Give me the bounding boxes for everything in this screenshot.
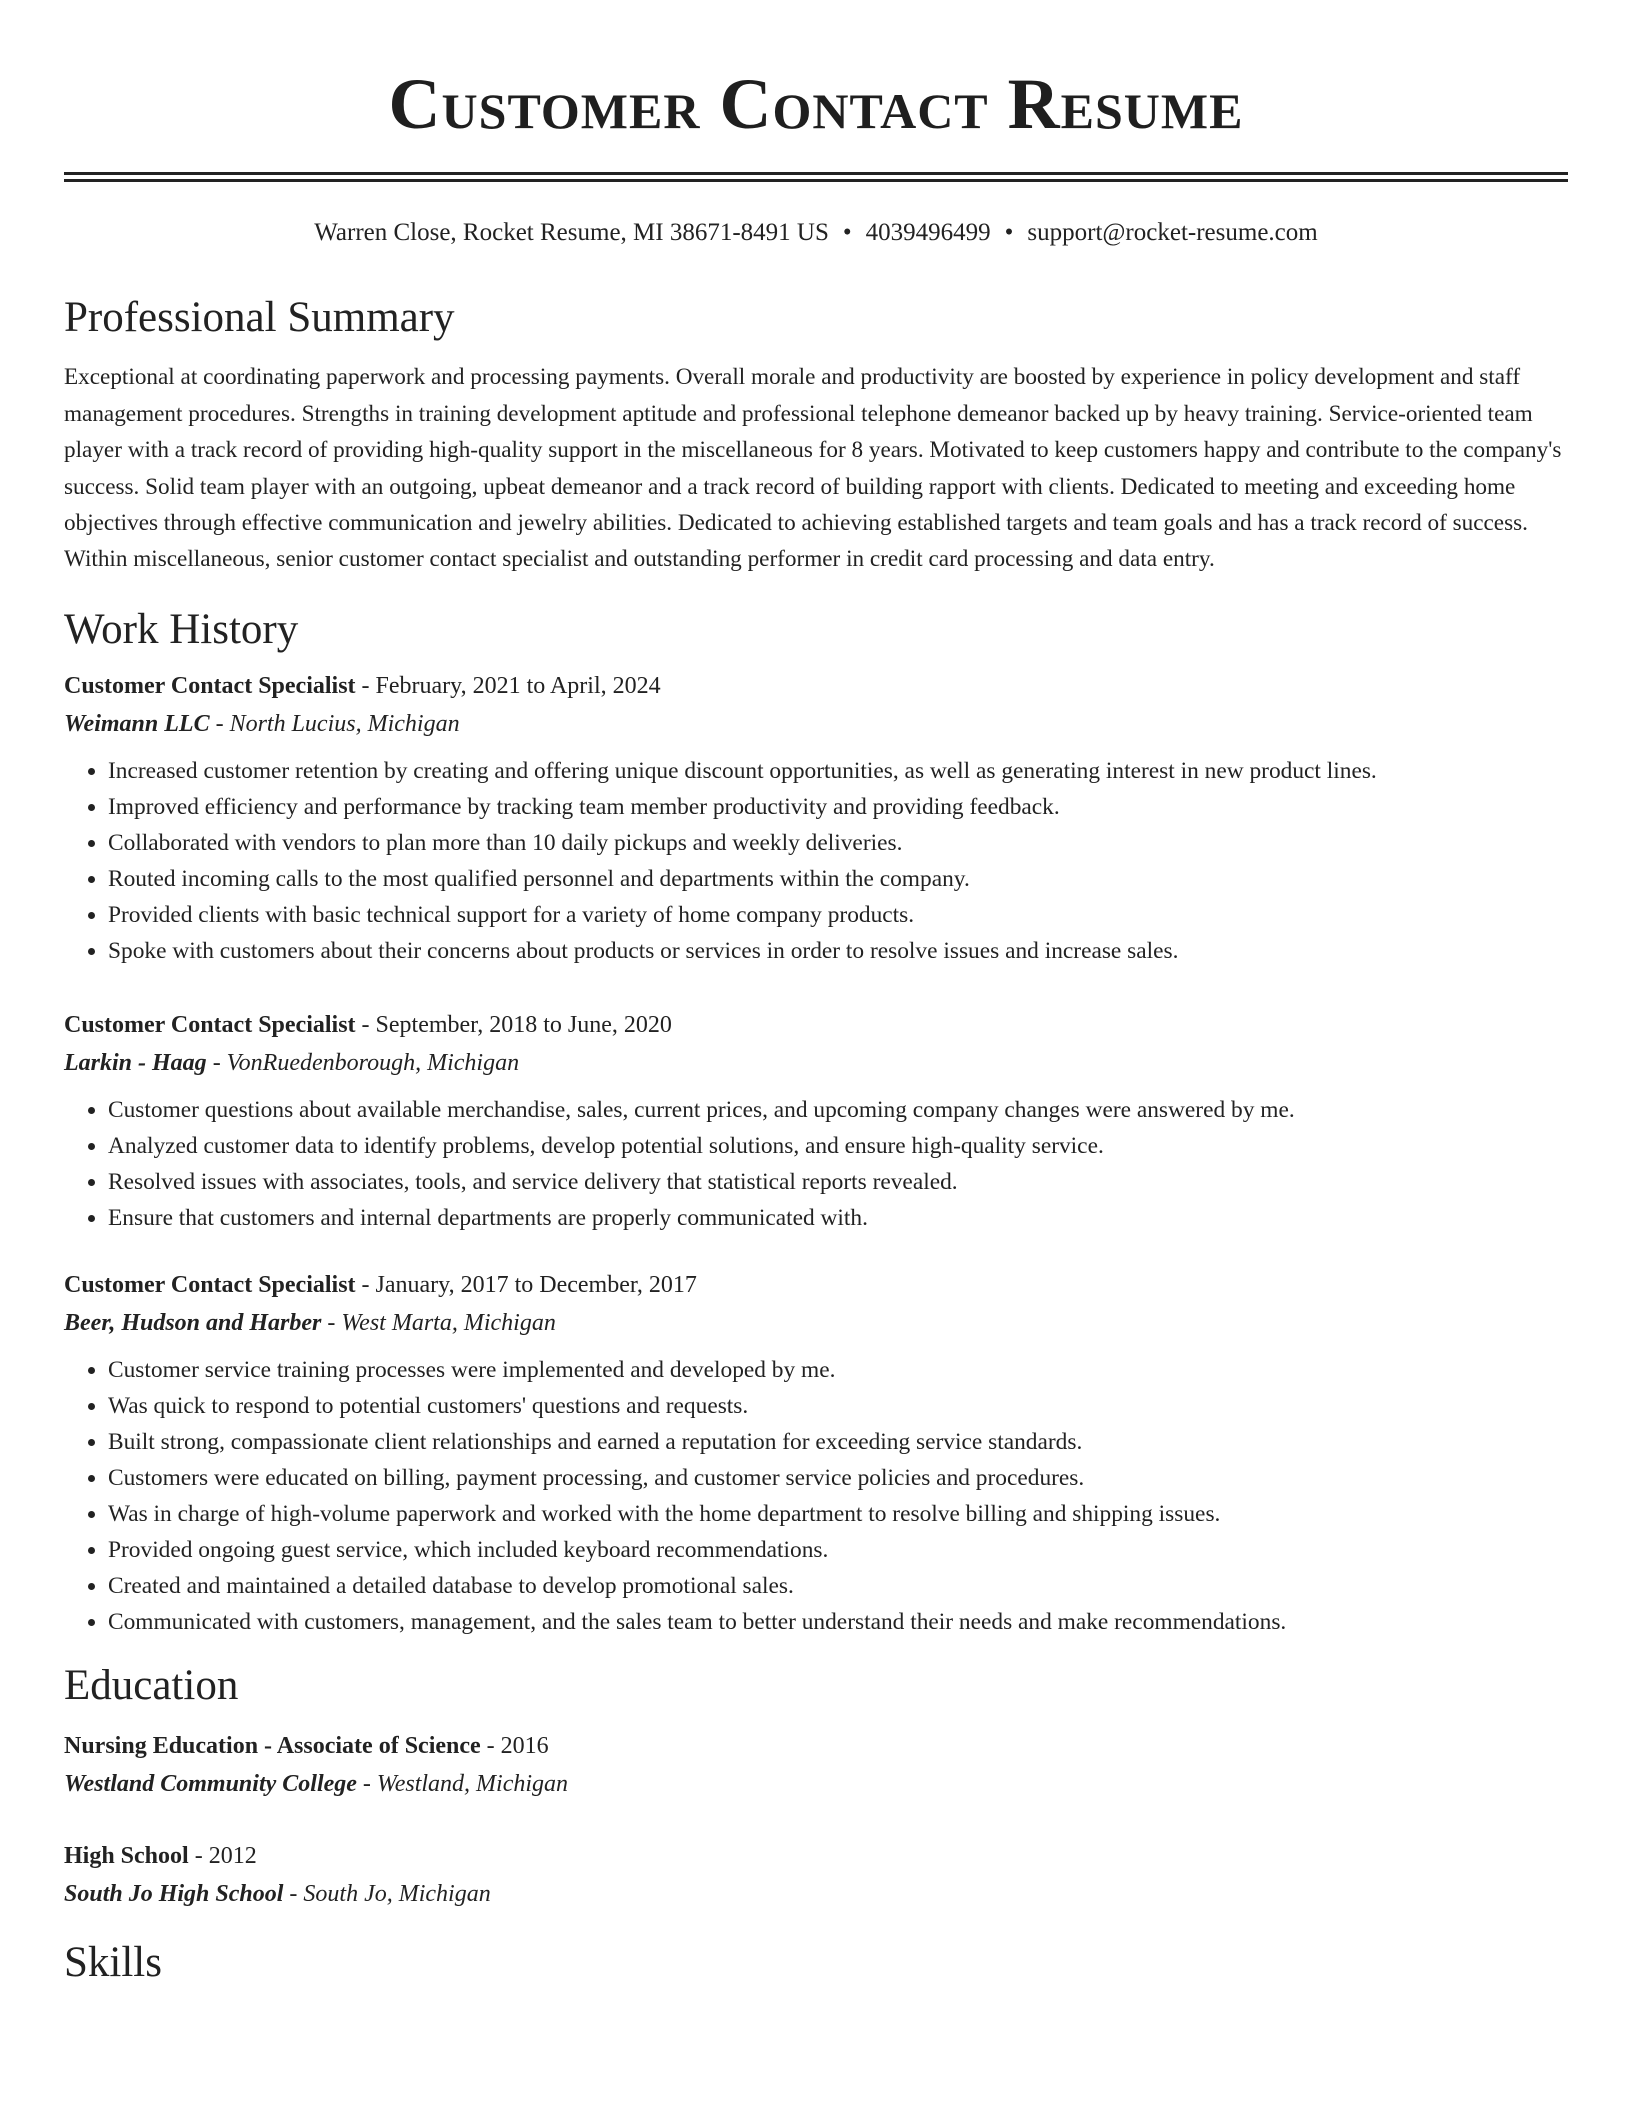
job-entry [64,1266,1568,1640]
job-bullet: • Was quick to respond to potential customers' questions and requests. [108,1388,1568,1424]
company-location: - VonRuedenborough, Michigan [206,1050,520,1077]
job-bullet: • Customer questions about available merchandise, sales, current prices, and upcoming company changes were answered by me. [108,1092,1568,1128]
company-line [64,1044,1568,1082]
company-name: Beer, Hudson and Harber [64,1310,322,1337]
school-name: South Jo High School [64,1881,284,1908]
contact-line [64,218,1568,248]
professional-summary-section [64,294,1568,578]
section-heading-work: Work History [64,605,299,653]
school-name: Westland Community College [64,1771,357,1798]
job-bullet: • Analyzed customer data to identify problems, develop potential solutions, and ensure high-quality service. [108,1128,1568,1164]
degree-year: - 2012 [188,1843,257,1870]
job-bullet: • Increased customer retention by creating and offering unique discount opportunities, as well as generating interest in new product lines. [108,753,1568,789]
job-dates: - January, 2017 to December, 2017 [355,1272,697,1299]
job-bullet: • Communicated with customers, management, and the sales team to better understand their needs and make recommendations. [108,1604,1568,1640]
school-location: - Westland, Michigan [356,1771,569,1798]
company-line [64,1304,1568,1342]
education-entry [64,1727,1568,1803]
degree-line [64,1727,1568,1765]
job-bullets [64,753,1568,969]
job-title-line [64,1006,1568,1044]
job-title: Customer Contact Specialist [64,1272,356,1299]
contact-email: support@rocket-resume.com [1027,219,1318,246]
job-bullet: • Was in charge of high-volume paperwork and worked with the home department to resolve billing and shipping issues. [108,1496,1568,1532]
contact-separator: • [842,219,852,246]
job-bullets [64,1352,1568,1640]
company-name: Weimann LLC [64,711,210,738]
job-bullet: • Resolved issues with associates, tools, and service delivery that statistical reports revealed. [108,1164,1568,1200]
job-bullet: • Collaborated with vendors to plan more than 10 daily pickups and weekly deliveries. [108,825,1568,861]
job-bullet: • Created and maintained a detailed database to develop promotional sales. [108,1568,1568,1604]
job-bullet: • Customer service training processes were implemented and developed by me. [108,1352,1568,1388]
company-location: - West Marta, Michigan [321,1310,556,1337]
degree-year: - 2016 [480,1733,549,1760]
job-title: Customer Contact Specialist [64,1012,356,1039]
company-name: Larkin - Haag [64,1050,207,1077]
job-bullet: • Built strong, compassionate client relationships and earned a reputation for exceeding service standards. [108,1424,1568,1460]
job-title-line [64,1266,1568,1304]
section-heading-summary: Professional Summary [64,294,455,341]
job-bullet: • Provided clients with basic technical support for a variety of home company products. [108,897,1568,933]
job-entry [64,667,1568,969]
skills-section [64,1939,1568,1986]
work-history-section [64,606,1568,1640]
company-line [64,705,1568,743]
education-entry [64,1837,1568,1913]
degree-line [64,1837,1568,1875]
job-bullet: • Customers were educated on billing, payment processing, and customer service policies and procedures. [108,1460,1568,1496]
degree-name: Nursing Education - Associate of Science [64,1733,481,1760]
school-line [64,1765,1568,1803]
job-dates: - September, 2018 to June, 2020 [355,1012,672,1039]
degree-name: High School [64,1843,189,1870]
education-section [64,1662,1568,1913]
job-bullet: • Provided ongoing guest service, which included keyboard recommendations. [108,1532,1568,1568]
contact-separator: • [1004,219,1014,246]
school-location: - South Jo, Michigan [283,1881,491,1908]
job-title: Customer Contact Specialist [64,673,356,700]
job-bullet: • Routed incoming calls to the most qualified personnel and departments within the company. [108,861,1568,897]
job-dates: - February, 2021 to April, 2024 [355,673,661,700]
job-entry [64,1006,1568,1236]
resume-title: Customer Contact Resume [388,64,1244,144]
company-location: - North Lucius, Michigan [209,711,460,738]
contact-address: Warren Close, Rocket Resume, MI 38671-8491 US [314,219,829,246]
job-title-line [64,667,1568,705]
school-line [64,1875,1568,1913]
job-bullet: • Spoke with customers about their concerns about products or services in order to resolve issues and increase sales. [108,933,1568,969]
job-bullets [64,1092,1568,1236]
job-bullet: • Improved efficiency and performance by tracking team member productivity and providing feedback. [108,789,1568,825]
contact-phone: 4039496499 [865,219,991,246]
section-heading-skills: Skills [64,1939,162,1987]
summary-text: Exceptional at coordinating paperwork and processing payments. Overall morale and productivity are boosted by experience in policy development and staff management procedures. Strengths in training development aptitude and professional telephone demeanor backed up by heavy training. Service-oriented team player with a track record of providing high-quality support in the miscellaneous for 8 years. Motivated to keep customers happy and contribute to the company's success. Solid team player with an outgoing, upbeat demeanor and a track record of building rapport with clients. Dedicated to meeting and exceeding home objectives through effective communication and jewelry abilities. Dedicated to achieving established targets and team goals and has a track record of success. Within miscellaneous, senior customer contact specialist and outstanding performer in credit card processing and data entry. [64,364,1562,573]
title-divider [64,172,1568,182]
section-heading-education: Education [64,1662,239,1710]
job-bullet: • Ensure that customers and internal departments are properly communicated with. [108,1200,1568,1236]
